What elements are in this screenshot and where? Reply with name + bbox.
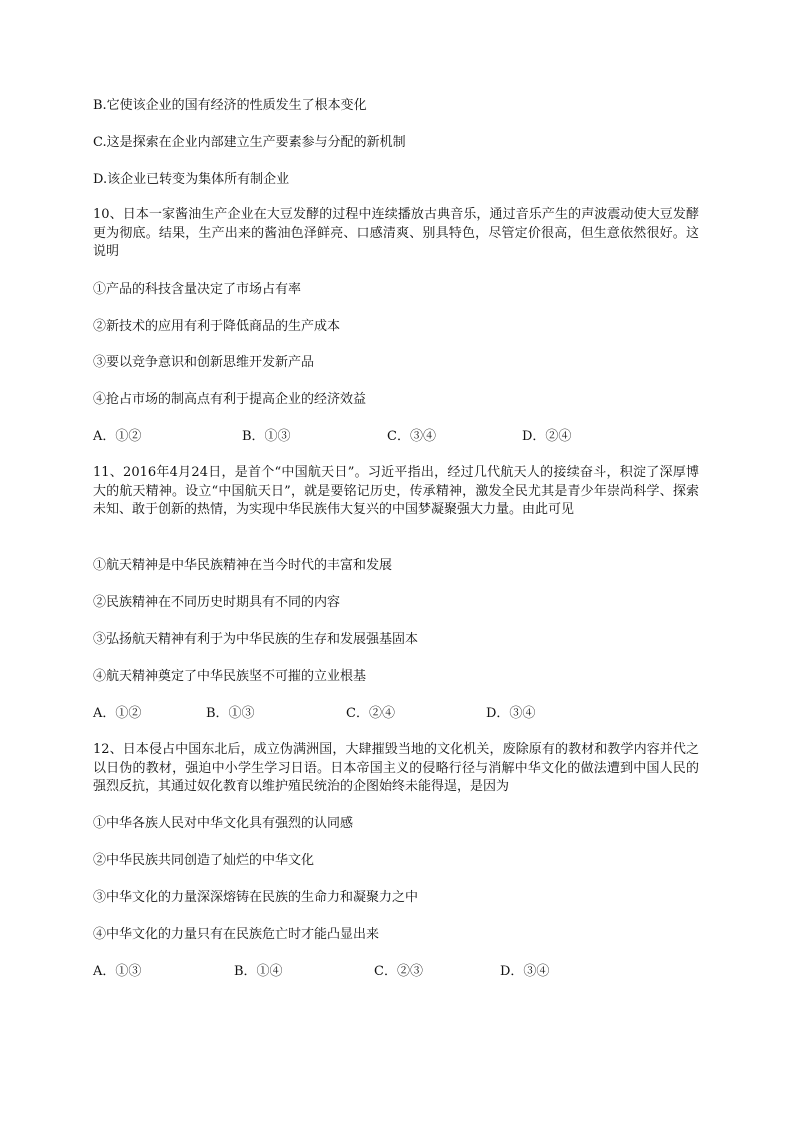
q10-option-b: B．①③ xyxy=(242,429,291,444)
prev-choice-d: D.该企业已转变为集体所有制企业 xyxy=(93,172,290,187)
q10-stem: 10、日本一家酱油生产企业在大豆发酵的过程中连续播放古典音乐，通过音乐产生的声波震动使大豆发酵更为彻底。结果，生产出来的酱油色泽鲜亮、口感清爽、别具特色，尽管定价很高，但生意依然很好。这说明 xyxy=(93,207,699,259)
q11-option-a: A．①② xyxy=(93,706,142,721)
prev-choice-c: C.这是探索在企业内部建立生产要素参与分配的新机制 xyxy=(93,135,406,150)
q12-stem: 12、日本侵占中国东北后，成立伪满洲国，大肆摧毁当地的文化机关，废除原有的教材和教学内容并代之以日伪的教材，强迫中小学生学习日语。日本帝国主义的侵略行径与消解中华文化的做法遭到中国人民的强烈反抗，其通过奴化教育以维护殖民统治的企图始终未能得逞，是因为 xyxy=(93,742,699,794)
q11-item-1: ①航天精神是中华民族精神在当今时代的丰富和发展 xyxy=(93,558,393,573)
q11-item-4: ④航天精神奠定了中华民族坚不可摧的立业根基 xyxy=(93,669,367,684)
q12-option-d: D．③④ xyxy=(500,964,550,979)
q11-option-c: C．②④ xyxy=(346,706,395,721)
q12-option-b: B．①④ xyxy=(234,964,283,979)
q11-stem: 11、2016年4月24日，是首个“中国航天日”。习近平指出，经过几代航天人的接续奋斗，积淀了深厚博大的航天精神。设立“中国航天日”，就是要铭记历史，传承精神，激发全民尤其是青少年崇尚科学、探索未知、敢于创新的热情，为实现中华民族伟大复兴的中国梦凝聚强大力量。由此可见 xyxy=(93,465,699,517)
q12-item-4: ④中华文化的力量只有在民族危亡时才能凸显出来 xyxy=(93,927,380,942)
q10-option-c: C．③④ xyxy=(387,429,436,444)
q12-option-a: A．①③ xyxy=(93,964,142,979)
q10-item-4: ④抢占市场的制高点有利于提高企业的经济效益 xyxy=(93,392,367,407)
q10-item-3: ③要以竞争意识和创新思维开发新产品 xyxy=(93,355,315,370)
q11-option-d: D．③④ xyxy=(486,706,536,721)
q11-option-b: B．①③ xyxy=(206,706,255,721)
q12-item-2: ②中华民族共同创造了灿烂的中华文化 xyxy=(93,853,315,868)
q10-option-a: A．①② xyxy=(93,429,142,444)
q12-option-c: C．②③ xyxy=(374,964,423,979)
q10-item-2: ②新技术的应用有利于降低商品的生产成本 xyxy=(93,319,341,334)
q11-item-3: ③弘扬航天精神有利于为中华民族的生存和发展强基固本 xyxy=(93,632,419,647)
prev-choice-b: B.它使该企业的国有经济的性质发生了根本变化 xyxy=(93,98,367,113)
q12-item-3: ③中华文化的力量深深熔铸在民族的生命力和凝聚力之中 xyxy=(93,890,419,905)
q10-item-1: ①产品的科技含量决定了市场占有率 xyxy=(93,282,302,297)
q12-item-1: ①中华各族人民对中华文化具有强烈的认同感 xyxy=(93,816,354,831)
q10-option-d: D．②④ xyxy=(522,429,572,444)
q11-item-2: ②民族精神在不同历史时期具有不同的内容 xyxy=(93,595,341,610)
